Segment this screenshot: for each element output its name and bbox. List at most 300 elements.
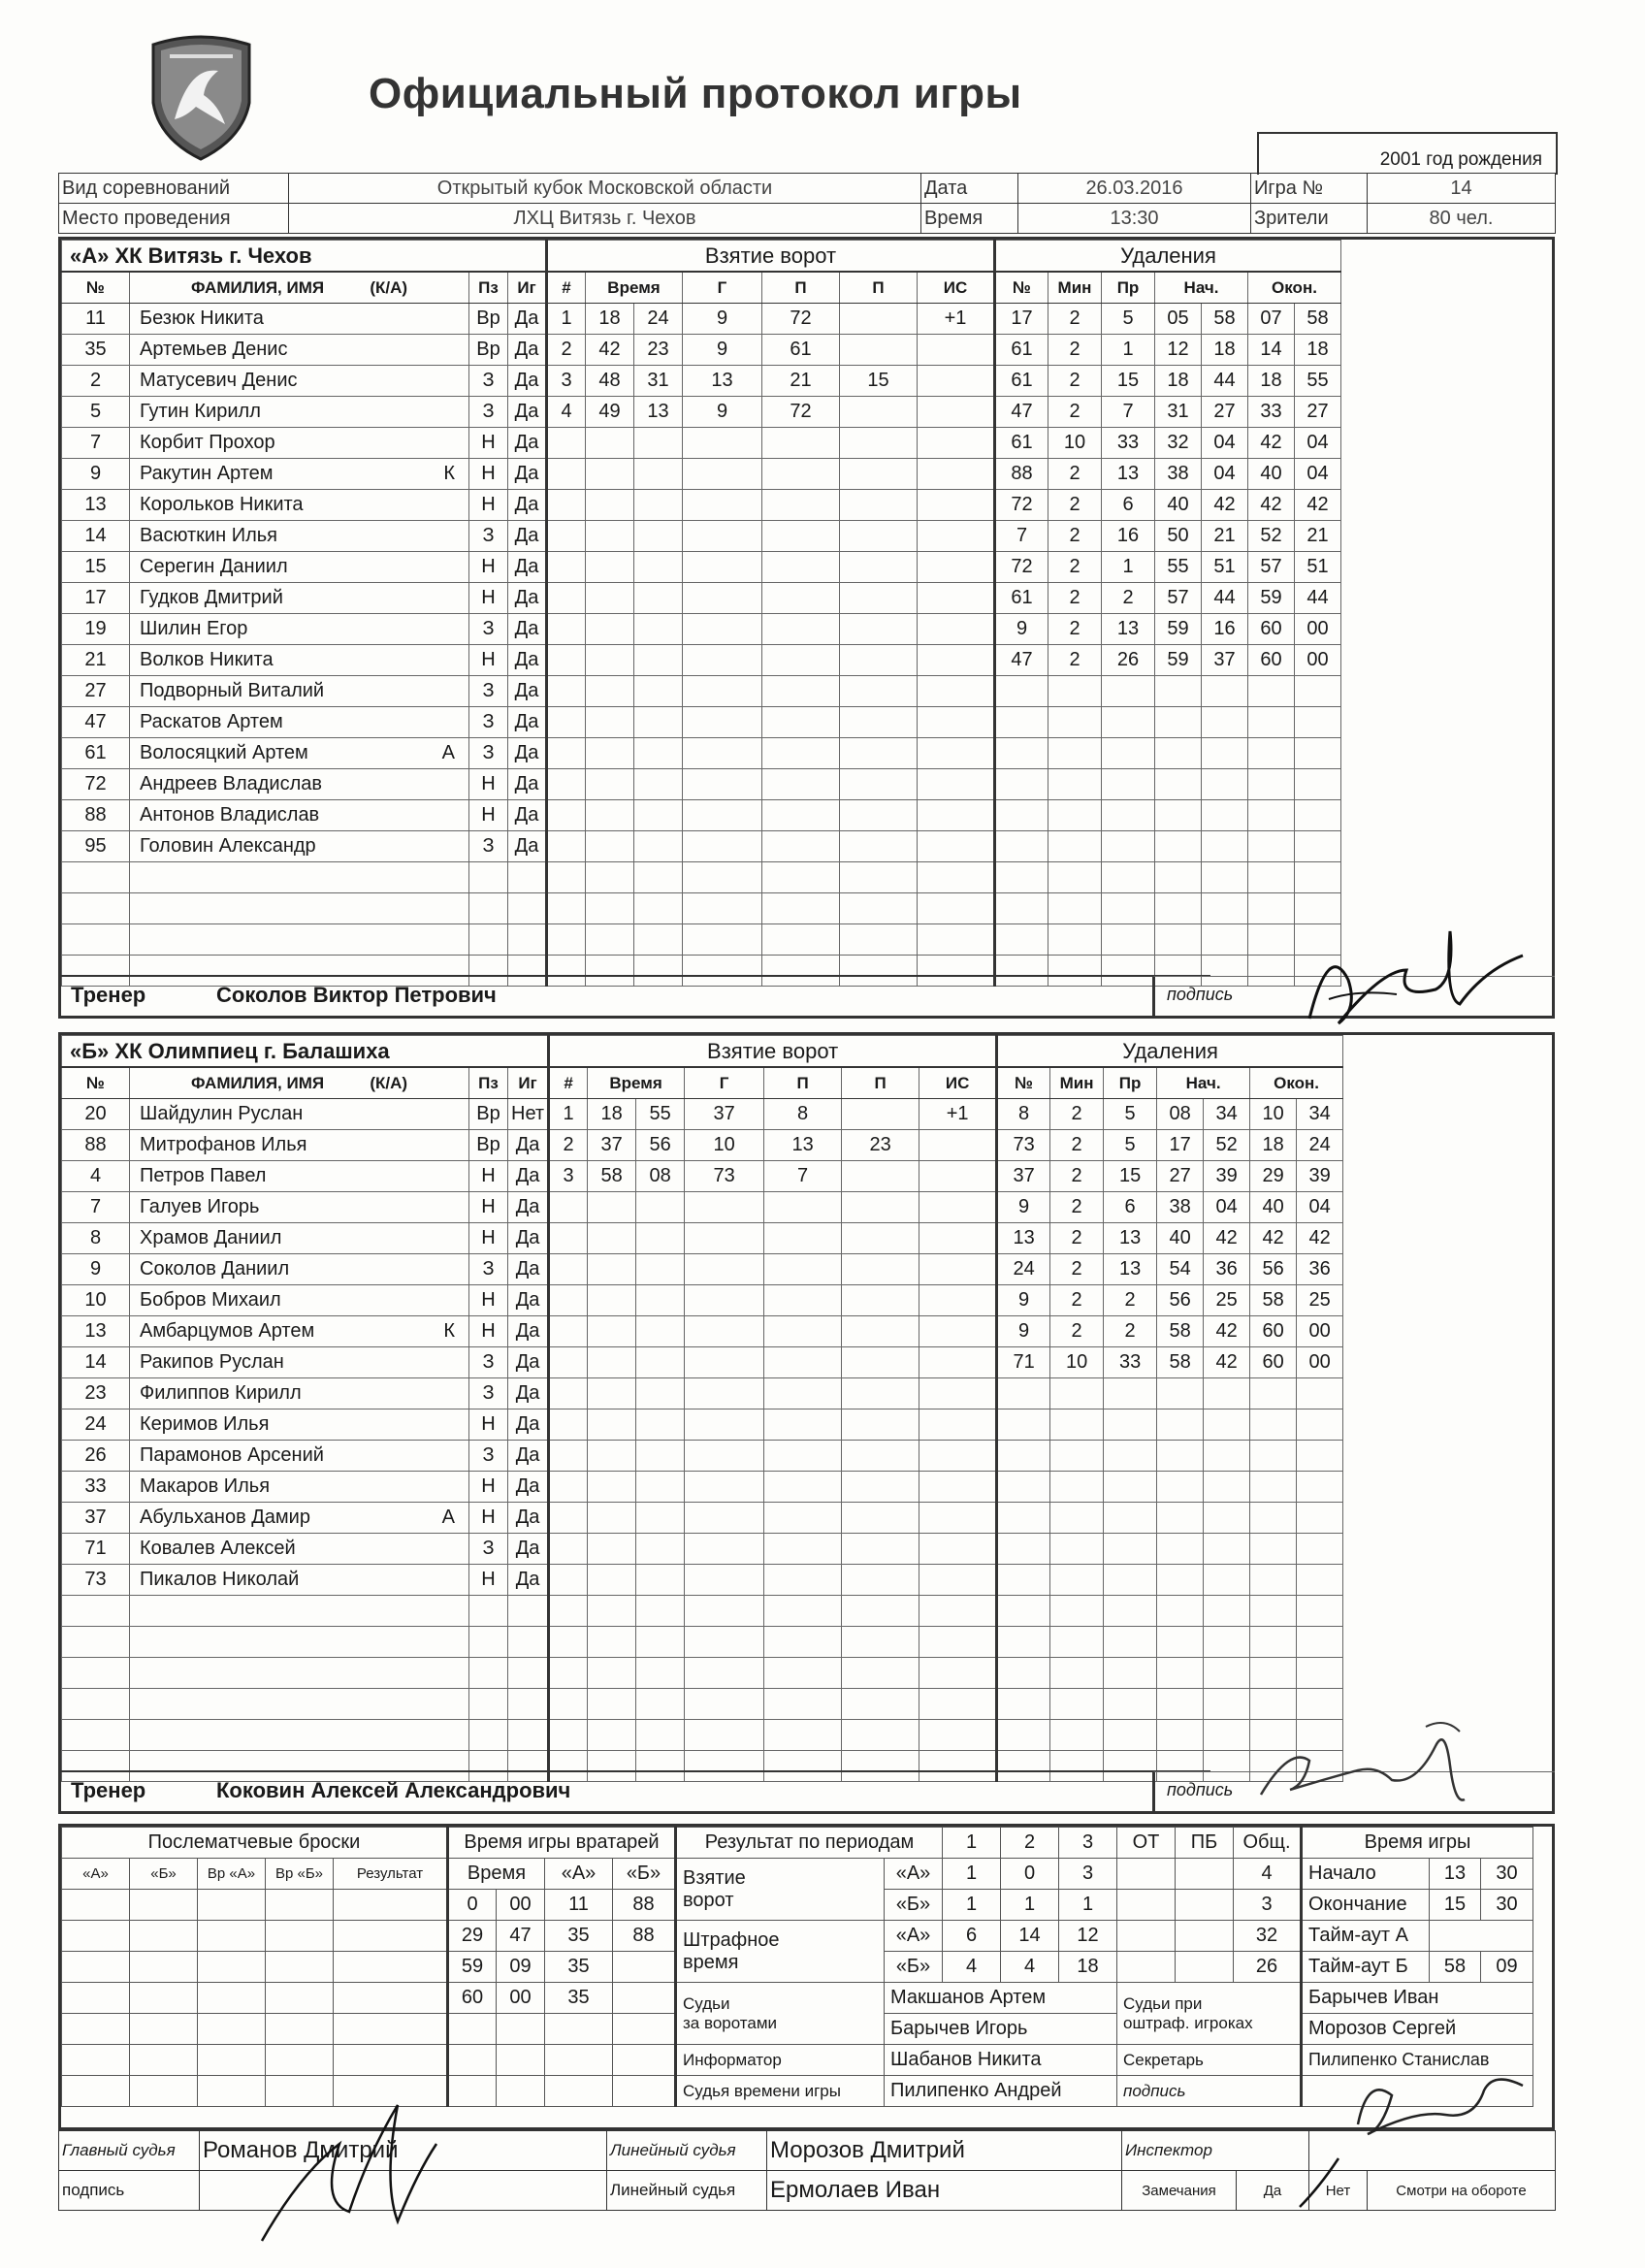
empty-cell — [685, 1223, 764, 1254]
pim-b-p2: 4 — [1001, 1952, 1059, 1983]
empty-cell — [1295, 831, 1341, 862]
empty-cell — [1048, 831, 1102, 862]
gk-cell — [545, 2045, 613, 2076]
player-name: Макаров Илья — [140, 1475, 271, 1497]
player-played: Да — [508, 490, 547, 521]
penalty-start-min: 31 — [1155, 397, 1202, 428]
gk-cell — [448, 2076, 497, 2107]
table-row — [62, 707, 1341, 738]
empty-cell — [1250, 1658, 1297, 1689]
player-played: Да — [508, 1285, 549, 1316]
time-label: Время — [921, 204, 1018, 234]
penalty-reason: 1 — [1102, 552, 1155, 583]
shootout-cell — [62, 1952, 130, 1983]
table-row — [62, 490, 1341, 521]
timeout-b-minutes: 58 — [1430, 1952, 1481, 1983]
player-played: Да — [508, 459, 547, 490]
empty-cell — [685, 1378, 764, 1409]
shootout-cell — [130, 1890, 198, 1921]
shootout-cell — [130, 2076, 198, 2107]
goals-a-p1: 1 — [943, 1859, 1001, 1890]
empty-cell — [1250, 1472, 1297, 1503]
empty-cell — [919, 1285, 997, 1316]
empty-cell — [764, 1316, 842, 1347]
penalty-reason: 13 — [1104, 1254, 1157, 1285]
player-played: Да — [508, 645, 547, 676]
empty-cell — [508, 1658, 549, 1689]
shootout-cell — [334, 2014, 448, 2045]
empty-cell — [1102, 924, 1155, 956]
player-number: 14 — [62, 1347, 130, 1378]
player-name-cell — [130, 490, 469, 521]
penalty-minutes: 2 — [1048, 583, 1102, 614]
player-position: Н — [469, 1316, 508, 1347]
table-row — [62, 1409, 1343, 1441]
player-name-cell — [130, 552, 469, 583]
player-name-cell — [130, 1409, 469, 1441]
empty-cell — [547, 552, 586, 583]
empty-cell — [508, 1596, 549, 1627]
empty-cell — [130, 1627, 469, 1658]
empty-cell — [586, 614, 634, 645]
pim-a-pb — [1176, 1921, 1234, 1952]
penalty-minutes: 2 — [1048, 645, 1102, 676]
empty-cell — [549, 1534, 588, 1565]
penalty-minutes: 2 — [1050, 1161, 1104, 1192]
empty-cell — [840, 645, 918, 676]
col-pos: Пз — [469, 1067, 508, 1099]
empty-cell — [469, 862, 508, 893]
empty-cell — [1155, 800, 1202, 831]
empty-cell — [762, 521, 840, 552]
empty-cell — [586, 459, 634, 490]
empty-cell — [919, 1409, 997, 1441]
col-played: Иг — [508, 1067, 549, 1099]
penalty-end-sec: 51 — [1295, 552, 1341, 583]
empty-cell — [549, 1627, 588, 1658]
goals-section-label: Взятие ворот — [547, 241, 995, 273]
start-label: Начало — [1302, 1859, 1430, 1890]
empty-cell — [1102, 707, 1155, 738]
empty-cell — [469, 1658, 508, 1689]
penalty-start-sec: 21 — [1202, 521, 1248, 552]
goal-number: 2 — [549, 1130, 588, 1161]
empty-cell — [636, 1192, 685, 1223]
empty-cell — [549, 1378, 588, 1409]
col-pen-no: № — [995, 272, 1048, 304]
empty-cell — [634, 645, 683, 676]
empty-cell — [1295, 707, 1341, 738]
end-label: Окончание — [1302, 1890, 1430, 1921]
empty-cell — [762, 645, 840, 676]
empty-cell — [1050, 1596, 1104, 1627]
player-name-cell — [130, 304, 469, 335]
player-name: Гутин Кирилл — [140, 401, 261, 422]
goal-scorer: 9 — [683, 397, 762, 428]
table-row — [62, 1254, 1343, 1285]
goal-assist-2 — [840, 335, 918, 366]
coach-row — [61, 1770, 1210, 1811]
empty-cell — [1297, 1534, 1343, 1565]
empty-cell — [1048, 800, 1102, 831]
player-position: Н — [469, 1192, 508, 1223]
empty-cell — [549, 1472, 588, 1503]
penalty-end-sec: 00 — [1297, 1316, 1343, 1347]
penalty-reason: 2 — [1104, 1285, 1157, 1316]
empty-cell — [842, 1503, 919, 1534]
periods-label: Результат по периодам — [676, 1828, 943, 1859]
player-name: Васюткин Илья — [140, 525, 278, 546]
table-row — [62, 428, 1341, 459]
empty-cell — [588, 1192, 636, 1223]
empty-cell — [1050, 1627, 1104, 1658]
empty-cell — [130, 924, 469, 956]
penalty-minutes: 2 — [1048, 397, 1102, 428]
table-row — [62, 1689, 1343, 1720]
empty-cell — [586, 490, 634, 521]
empty-cell — [1202, 893, 1248, 924]
penalty-minutes: 2 — [1050, 1316, 1104, 1347]
pim-team-b-label: «Б» — [885, 1952, 943, 1983]
summary-section — [58, 1824, 1555, 2130]
goal-scorer: 10 — [685, 1130, 764, 1161]
player-played: Да — [508, 521, 547, 552]
penalty-player: 72 — [995, 552, 1048, 583]
table-row — [62, 583, 1341, 614]
empty-cell — [762, 707, 840, 738]
player-number: 88 — [62, 1130, 130, 1161]
player-name-cell — [130, 1378, 469, 1409]
penalty-reason: 2 — [1104, 1316, 1157, 1347]
empty-cell — [842, 1192, 919, 1223]
empty-cell — [1248, 676, 1295, 707]
penalty-start-sec: 39 — [1204, 1161, 1250, 1192]
penalty-reason: 26 — [1102, 645, 1155, 676]
empty-cell — [1250, 1409, 1297, 1441]
penalty-start-min: 08 — [1157, 1099, 1204, 1130]
empty-cell — [919, 1347, 997, 1378]
empty-cell — [1297, 1627, 1343, 1658]
shootout-col-gk-b: Вр «Б» — [266, 1859, 334, 1890]
empty-cell — [634, 676, 683, 707]
goal-assist-1: 72 — [762, 397, 840, 428]
player-name: Корбит Прохор — [140, 432, 275, 453]
empty-cell — [634, 490, 683, 521]
empty-cell — [1157, 1658, 1204, 1689]
period-col-3: 3 — [1059, 1828, 1117, 1859]
shootout-cell — [266, 1890, 334, 1921]
player-played: Да — [508, 1534, 549, 1565]
player-name: Петров Павел — [140, 1165, 267, 1186]
penalty-player: 61 — [995, 335, 1048, 366]
shootout-cell — [62, 2076, 130, 2107]
empty-cell — [918, 707, 995, 738]
player-name: Корольков Никита — [140, 494, 304, 515]
empty-cell — [685, 1720, 764, 1751]
empty-cell — [918, 769, 995, 800]
penalty-reason: 13 — [1102, 614, 1155, 645]
empty-cell — [1297, 1441, 1343, 1472]
empty-cell — [469, 893, 508, 924]
empty-cell — [1297, 1378, 1343, 1409]
goal-judge-2: Барычев Игорь — [885, 2014, 1117, 2045]
competition-label: Вид соревнований — [59, 174, 289, 204]
player-played: Да — [508, 366, 547, 397]
empty-cell — [840, 862, 918, 893]
penalty-player: 47 — [995, 645, 1048, 676]
empty-cell — [1155, 738, 1202, 769]
empty-cell — [549, 1720, 588, 1751]
empty-cell — [997, 1565, 1050, 1596]
gk-row-2-ss: 47 — [497, 1921, 545, 1952]
empty-cell — [685, 1658, 764, 1689]
goal-assist-1: 61 — [762, 335, 840, 366]
empty-cell — [636, 1534, 685, 1565]
player-number: 9 — [62, 459, 130, 490]
empty-cell — [586, 893, 634, 924]
empty-cell — [842, 1316, 919, 1347]
empty-cell — [1104, 1689, 1157, 1720]
shootout-col-gk-a: Вр «А» — [198, 1859, 266, 1890]
goal-number: 1 — [547, 304, 586, 335]
gk-cell — [545, 2014, 613, 2045]
empty-cell — [842, 1720, 919, 1751]
shootout-cell — [130, 1952, 198, 1983]
empty-cell — [1297, 1503, 1343, 1534]
empty-cell — [685, 1472, 764, 1503]
empty-cell — [636, 1689, 685, 1720]
player-number: 23 — [62, 1378, 130, 1409]
empty-cell — [919, 1627, 997, 1658]
col-goal-no: # — [549, 1067, 588, 1099]
player-name-cell — [130, 459, 469, 490]
player-name-cell — [130, 1285, 469, 1316]
gk-cell — [613, 2045, 676, 2076]
gk-row-3-a: 35 — [545, 1952, 613, 1983]
empty-cell — [549, 1192, 588, 1223]
empty-cell — [762, 583, 840, 614]
gk-row-4-b — [613, 1983, 676, 2014]
shootout-cell — [334, 2045, 448, 2076]
empty-cell — [549, 1596, 588, 1627]
empty-cell — [764, 1223, 842, 1254]
empty-cell — [685, 1565, 764, 1596]
table-row — [62, 1565, 1343, 1596]
penalty-start-sec: 42 — [1202, 490, 1248, 521]
empty-cell — [842, 1254, 919, 1285]
empty-cell — [1104, 1658, 1157, 1689]
player-position: Н — [469, 1565, 508, 1596]
empty-cell — [1050, 1689, 1104, 1720]
shootout-cell — [62, 2045, 130, 2076]
penalty-end-min: 57 — [1248, 552, 1295, 583]
player-name-cell — [130, 1472, 469, 1503]
timeout-b-seconds: 09 — [1481, 1952, 1533, 1983]
penalty-minutes: 10 — [1048, 428, 1102, 459]
empty-cell — [764, 1378, 842, 1409]
empty-cell — [1102, 831, 1155, 862]
penalty-start-min: 12 — [1155, 335, 1202, 366]
table-row — [62, 893, 1341, 924]
player-name: Безюк Никита — [140, 308, 264, 329]
goals-b-p2: 1 — [1001, 1890, 1059, 1921]
empty-cell — [634, 738, 683, 769]
penalty-start-min: 38 — [1155, 459, 1202, 490]
table-row — [62, 1223, 1343, 1254]
empty-cell — [685, 1316, 764, 1347]
pim-b-p3: 18 — [1059, 1952, 1117, 1983]
empty-cell — [1102, 800, 1155, 831]
player-name: Артемьев Денис — [140, 339, 288, 360]
player-position: Вр — [469, 1130, 508, 1161]
table-row — [62, 1534, 1343, 1565]
empty-cell — [764, 1534, 842, 1565]
goal-assist-2 — [840, 304, 918, 335]
player-name-cell — [130, 1192, 469, 1223]
empty-cell — [842, 1689, 919, 1720]
player-played: Да — [508, 1472, 549, 1503]
empty-cell — [1295, 676, 1341, 707]
empty-cell — [130, 1720, 469, 1751]
player-played: Да — [508, 1161, 549, 1192]
penalty-minutes: 2 — [1050, 1099, 1104, 1130]
linesman-2-name: Ермолаев Иван — [767, 2171, 1122, 2211]
empty-cell — [918, 831, 995, 862]
penalty-end-min: 33 — [1248, 397, 1295, 428]
empty-cell — [636, 1441, 685, 1472]
team-name: «А» ХК Витязь г. Чехов — [62, 241, 547, 273]
teamA-table — [61, 240, 1341, 987]
empty-cell — [840, 893, 918, 924]
penalty-player: 72 — [995, 490, 1048, 521]
empty-cell — [1297, 1658, 1343, 1689]
end-hours: 15 — [1430, 1890, 1481, 1921]
empty-cell — [636, 1720, 685, 1751]
empty-cell — [549, 1316, 588, 1347]
goals-b-pb — [1176, 1890, 1234, 1921]
player-role: А — [441, 1507, 455, 1528]
penalties-section-label: Удаления — [995, 241, 1341, 273]
penalty-end-min: 10 — [1250, 1099, 1297, 1130]
table-row — [62, 1720, 1343, 1751]
player-number: 13 — [62, 490, 130, 521]
penalty-reason: 2 — [1102, 583, 1155, 614]
player-name: Матусевич Денис — [140, 370, 298, 391]
player-name-cell — [130, 583, 469, 614]
empty-cell — [918, 490, 995, 521]
empty-cell — [764, 1627, 842, 1658]
empty-cell — [762, 924, 840, 956]
empty-cell — [764, 1409, 842, 1441]
empty-cell — [1297, 1596, 1343, 1627]
empty-cell — [508, 1720, 549, 1751]
col-pen-end: Окон. — [1248, 272, 1341, 304]
main-referee-signature-icon — [252, 2086, 446, 2251]
empty-cell — [636, 1285, 685, 1316]
table-row — [62, 862, 1341, 893]
gk-row-1-mm: 0 — [448, 1890, 497, 1921]
empty-cell — [508, 924, 547, 956]
empty-cell — [588, 1347, 636, 1378]
player-name-cell — [130, 831, 469, 862]
empty-cell — [634, 707, 683, 738]
penalty-end-min: 59 — [1248, 583, 1295, 614]
player-position: З — [469, 831, 508, 862]
player-played: Да — [508, 397, 547, 428]
goal-assist-2: 23 — [842, 1130, 919, 1161]
empty-cell — [1250, 1378, 1297, 1409]
empty-cell — [1248, 924, 1295, 956]
empty-cell — [588, 1720, 636, 1751]
empty-cell — [995, 738, 1048, 769]
col-pen-reason: Пр — [1104, 1067, 1157, 1099]
empty-cell — [547, 893, 586, 924]
player-name: Соколов Даниил — [140, 1258, 290, 1280]
empty-cell — [1155, 676, 1202, 707]
player-played: Да — [508, 1378, 549, 1409]
empty-cell — [840, 738, 918, 769]
table-row — [62, 304, 1341, 335]
empty-cell — [549, 1503, 588, 1534]
competition-value: Открытый кубок Московской области — [289, 174, 921, 204]
shootout-cell — [266, 1983, 334, 2014]
penalty-end-sec: 44 — [1295, 583, 1341, 614]
empty-cell — [1048, 893, 1102, 924]
goal-judges-label: Судьи за воротами — [676, 1983, 885, 2045]
secretary-label: Секретарь — [1117, 2045, 1302, 2076]
goals-a-pb — [1176, 1859, 1234, 1890]
empty-cell — [1048, 924, 1102, 956]
shootout-cell — [198, 1983, 266, 2014]
empty-cell — [683, 738, 762, 769]
empty-cell — [683, 862, 762, 893]
col-assist-2: П — [842, 1067, 919, 1099]
player-played: Нет — [508, 1099, 549, 1130]
penalty-start-min: 40 — [1157, 1223, 1204, 1254]
empty-cell — [1248, 893, 1295, 924]
player-number: 15 — [62, 552, 130, 583]
player-name-cell — [130, 366, 469, 397]
empty-cell — [549, 1254, 588, 1285]
penalty-end-sec: 27 — [1295, 397, 1341, 428]
gk-row-3-mm: 59 — [448, 1952, 497, 1983]
empty-cell — [995, 707, 1048, 738]
empty-cell — [547, 769, 586, 800]
empty-cell — [1204, 1378, 1250, 1409]
player-number: 19 — [62, 614, 130, 645]
empty-cell — [683, 893, 762, 924]
empty-cell — [588, 1223, 636, 1254]
empty-cell — [1050, 1503, 1104, 1534]
penalty-end-min: 60 — [1248, 645, 1295, 676]
shootout-cell — [198, 2045, 266, 2076]
player-position: Н — [469, 1285, 508, 1316]
player-name-cell — [130, 1161, 469, 1192]
player-played: Да — [508, 1223, 549, 1254]
shootout-cell — [198, 1890, 266, 1921]
goal-scorer: 9 — [683, 304, 762, 335]
penalty-end-sec: 18 — [1295, 335, 1341, 366]
empty-cell — [62, 1627, 130, 1658]
player-number: 13 — [62, 1316, 130, 1347]
table-row — [62, 335, 1341, 366]
player-name-cell — [130, 1099, 469, 1130]
empty-cell — [1204, 1689, 1250, 1720]
penalty-minutes: 2 — [1048, 366, 1102, 397]
empty-cell — [1295, 738, 1341, 769]
empty-cell — [918, 738, 995, 769]
player-played: Да — [508, 1254, 549, 1285]
